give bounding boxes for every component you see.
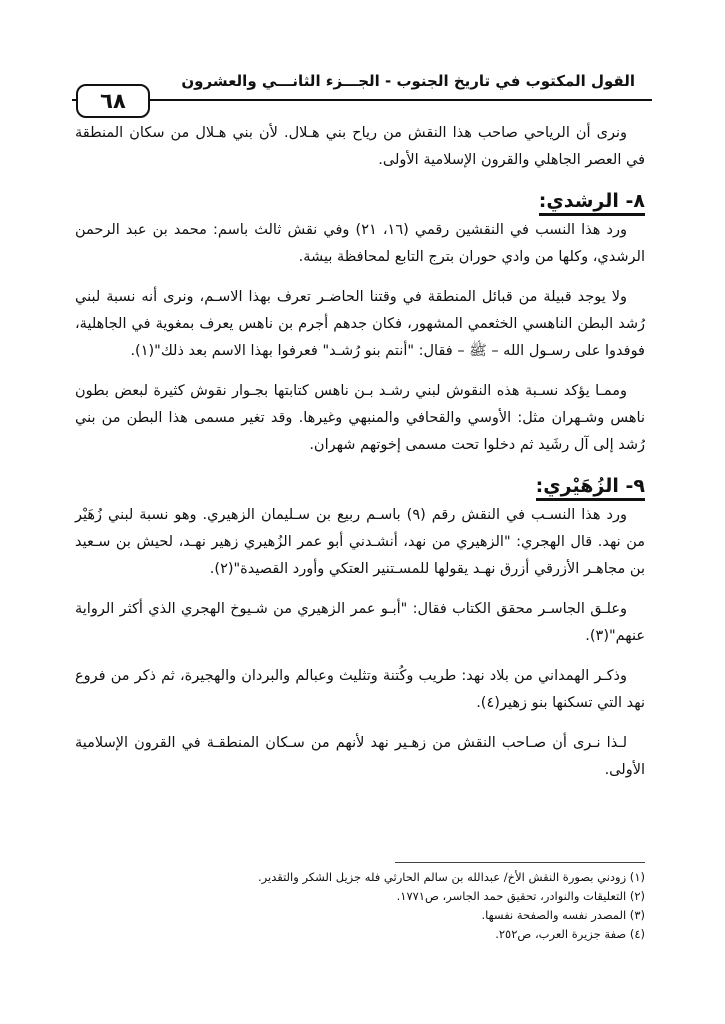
paragraph: ورد هذا النسـب في النقش رقم (٩) باسـم ربيع بن سـليمان الزهيري. وهو نسبة لبني زُهَيْر من نهد. قال الهجري: "الزهيري من نهد، أنشـدني أبو عمر الزُهيري زهير نهـد، لحيش بن سـعيد بن مجاهـر الأزرقي أزرق نهـد يقولها للمسـتنير العتكي وأورد القصيدة"(٢). (75, 507, 645, 577)
footnotes (75, 868, 645, 944)
paragraph: وذكـر الهمداني من بلاد نهد: طريب وكُتنة وتثليث وعبالم والبردان والهجيرة، ثم ذكر من فروع نهد التي تسكنها بنو زهير(٤). (75, 668, 645, 711)
paragraph: لـذا نـرى أن صـاحب النقش من زهـير نهد لأنهم من سـكان المنطقـة في القرون الإسلامية الأولى. (75, 735, 645, 778)
main-text (75, 120, 645, 797)
paragraph: ورد هذا النسب في النقشين رقمي (١٦، ٢١) وفي نقش ثالث باسم: محمد بن عبد الرحمن الرشدي، وكلها من وادي حوران بترج التابع لمحافظة بيشة. (75, 222, 645, 265)
paragraph: وعلـق الجاسـر محقق الكتاب فقال: "أبـو عمر الزهيري من شـيوخ الهجري الذي أكثر الرواية عنهم"(٣). (75, 601, 645, 644)
footnote: (٣) المصدر نفسه والصفحة نفسها. (481, 908, 645, 922)
footnote: (١) زودني بصورة النقش الأخ/ عبدالله بن سالم الحارثي فله جزيل الشكر والتقدير. (258, 870, 645, 884)
header-rule (72, 99, 652, 101)
page-number: ٦٨ (76, 84, 150, 118)
section-heading-rushdi (75, 187, 645, 215)
heading-text: ٨- الرشدي: (539, 190, 645, 216)
footnote: (٢) التعليقات والنوادر، تحقيق حمد الجاسر، ص١٧٧١. (396, 889, 645, 903)
paragraph: وممـا يؤكد نسـبة هذه النقوش لبني رشـد بـن ناهس كتابتها بجـوار نقوش كثيرة لبعض بطون ناهس وشـهران مثل: الأوسي والقحافي والمنبهي وغيرها. وقد تغير مسمى هذا البطن من بني رُشد إلى آل رشَيد ثم دخلوا تحت مسمى إخوتهم شهران. (75, 383, 645, 453)
heading-text: ٩- الزُهَيْري: (536, 475, 645, 501)
running-title: القول المكتوب في تاريخ الجنوب - الجـــزء الثانـــي والعشرون (181, 72, 635, 90)
footnote: (٤) صفة جزيرة العرب، ص٢٥٢. (495, 927, 645, 941)
section-heading-zuhayri (75, 472, 645, 500)
footnote-rule (395, 862, 645, 863)
paragraph: ونرى أن الرياحي صاحب هذا النقش من رياح بني هـلال. لأن بني هـلال من سكان المنطقة في العصر الجاهلي والقرون الإسلامية الأولى. (75, 125, 645, 168)
paragraph: ولا يوجد قبيلة من قبائل المنطقة في وقتنا الحاضـر تعرف بهذا الاسـم، ونرى أنه نسبة لبني رُشد البطن الناهسي الخثعمي المشهور، فكان جدهم أجرم بن ناهس يعرف بمغوية في الجاهلية، فوفدوا على رسـول الله – ﷺ – فقال: "أنتم بنو رُشـد" فعرفوا بهذا الاسم بعد ذلك"(١). (75, 289, 645, 359)
